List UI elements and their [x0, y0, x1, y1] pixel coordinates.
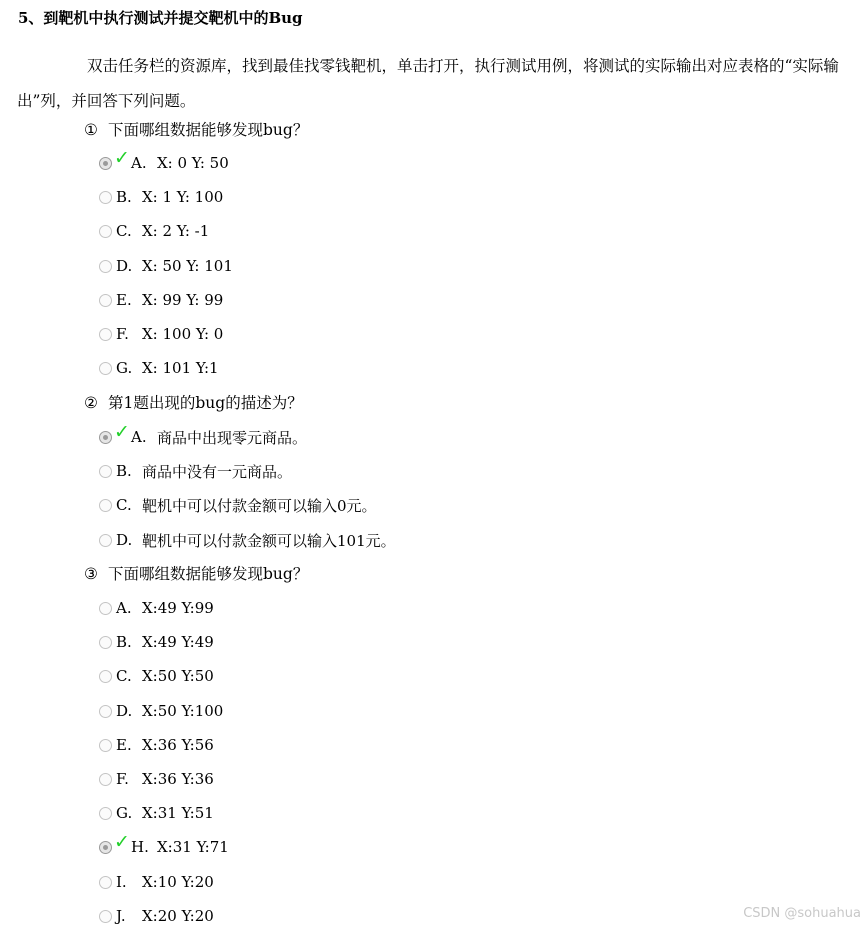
- option-text: X:36 Y:56: [142, 736, 214, 754]
- radio-button[interactable]: [99, 910, 112, 923]
- instruction-text: 双击任务栏的资源库，找到最佳找零钱靶机，单击打开，执行测试用例，将测试的实际输出对应表格的“实际输出”列，并回答下列问题。: [17, 57, 839, 110]
- question-number: ②: [84, 394, 98, 412]
- q1-option-c[interactable]: [99, 221, 209, 241]
- option-letter: D.: [116, 257, 133, 275]
- q1-option-f[interactable]: [99, 324, 223, 344]
- option-letter: A.: [131, 154, 147, 172]
- option-text: 靶机中可以付款金额可以输入101元。: [142, 531, 396, 550]
- option-letter: H.: [131, 838, 149, 856]
- radio-button[interactable]: [99, 670, 112, 683]
- question-text: 下面哪组数据能够发现bug？: [108, 565, 309, 583]
- radio-button[interactable]: [99, 602, 112, 615]
- q3-option-g[interactable]: [99, 803, 214, 823]
- radio-button[interactable]: [99, 191, 112, 204]
- q2-option-d[interactable]: [99, 530, 396, 550]
- q3-option-c[interactable]: [99, 666, 214, 686]
- radio-button[interactable]: [99, 294, 112, 307]
- option-text: X:10 Y:20: [142, 873, 214, 891]
- option-letter: D.: [116, 702, 133, 720]
- radio-button[interactable]: [99, 362, 112, 375]
- option-text: X:49 Y:99: [142, 599, 214, 617]
- question-2: [84, 393, 303, 413]
- option-text: 商品中没有一元商品。: [142, 462, 293, 481]
- option-letter: E.: [116, 736, 132, 754]
- radio-button[interactable]: [99, 157, 112, 170]
- option-text: X:50 Y:50: [142, 667, 214, 685]
- q3-option-b[interactable]: [99, 632, 214, 652]
- option-text: 靶机中可以付款金额可以输入0元。: [142, 496, 377, 515]
- q1-option-b[interactable]: [99, 187, 223, 207]
- radio-button[interactable]: [99, 807, 112, 820]
- option-letter: J.: [116, 907, 126, 925]
- q3-option-h[interactable]: [99, 831, 229, 857]
- q3-option-f[interactable]: [99, 769, 214, 789]
- q3-option-i[interactable]: [99, 872, 214, 892]
- section-heading: 5、到靶机中执行测试并提交靶机中的Bug: [18, 9, 303, 27]
- q1-option-d[interactable]: [99, 256, 233, 276]
- option-letter: F.: [116, 770, 129, 788]
- option-letter: B.: [116, 188, 132, 206]
- question-number: ①: [84, 121, 98, 139]
- option-letter: A.: [116, 599, 132, 617]
- option-letter: C.: [116, 667, 132, 685]
- radio-button[interactable]: [99, 260, 112, 273]
- radio-button[interactable]: [99, 431, 112, 444]
- option-text: X: 50 Y: 101: [142, 257, 233, 275]
- option-letter: E.: [116, 291, 132, 309]
- option-text: X:36 Y:36: [142, 770, 214, 788]
- radio-button[interactable]: [99, 636, 112, 649]
- radio-button[interactable]: [99, 705, 112, 718]
- q1-option-g[interactable]: [99, 358, 219, 378]
- watermark: CSDN @sohuahua: [743, 906, 861, 921]
- radio-button[interactable]: [99, 499, 112, 512]
- option-text: X:31 Y:71: [157, 838, 229, 856]
- option-text: X: 1 Y: 100: [142, 188, 224, 206]
- correct-check-icon: ✓: [114, 421, 130, 443]
- q2-option-b[interactable]: [99, 461, 292, 481]
- option-text: X: 99 Y: 99: [142, 291, 224, 309]
- option-text: X: 101 Y:1: [142, 359, 219, 377]
- q3-option-a[interactable]: [99, 598, 214, 618]
- option-letter: B.: [116, 633, 132, 651]
- radio-button[interactable]: [99, 534, 112, 547]
- option-text: 商品中出现零元商品。: [157, 428, 308, 447]
- option-text: X:31 Y:51: [142, 804, 214, 822]
- option-text: X: 2 Y: -1: [142, 222, 210, 240]
- radio-button[interactable]: [99, 841, 112, 854]
- option-text: X: 100 Y: 0: [142, 325, 224, 343]
- option-letter: B.: [116, 462, 132, 480]
- q2-option-a[interactable]: [99, 421, 308, 447]
- option-text: X:49 Y:49: [142, 633, 214, 651]
- question-number: ③: [84, 565, 98, 583]
- option-letter: C.: [116, 222, 132, 240]
- q1-option-e[interactable]: [99, 290, 223, 310]
- option-text: X:20 Y:20: [142, 907, 214, 925]
- option-text: X:50 Y:100: [142, 702, 224, 720]
- radio-button[interactable]: [99, 773, 112, 786]
- option-letter: A.: [131, 428, 147, 446]
- q1-option-a[interactable]: [99, 147, 229, 173]
- q3-option-e[interactable]: [99, 735, 214, 755]
- radio-button[interactable]: [99, 739, 112, 752]
- option-letter: G.: [116, 359, 133, 377]
- q3-option-d[interactable]: [99, 701, 223, 721]
- question-1: [84, 120, 308, 140]
- question-3: [84, 564, 308, 584]
- option-letter: F.: [116, 325, 129, 343]
- correct-check-icon: ✓: [114, 147, 130, 169]
- radio-button[interactable]: [99, 876, 112, 889]
- option-letter: I.: [116, 873, 127, 891]
- radio-button[interactable]: [99, 328, 112, 341]
- option-text: X: 0 Y: 50: [157, 154, 229, 172]
- question-text: 第1题出现的bug的描述为？: [108, 394, 303, 412]
- q2-option-c[interactable]: [99, 495, 377, 515]
- q3-option-j[interactable]: [99, 906, 214, 926]
- correct-check-icon: ✓: [114, 831, 130, 853]
- option-letter: C.: [116, 496, 132, 514]
- radio-button[interactable]: [99, 465, 112, 478]
- option-letter: G.: [116, 804, 133, 822]
- option-letter: D.: [116, 531, 133, 549]
- radio-button[interactable]: [99, 225, 112, 238]
- question-text: 下面哪组数据能够发现bug？: [108, 121, 309, 139]
